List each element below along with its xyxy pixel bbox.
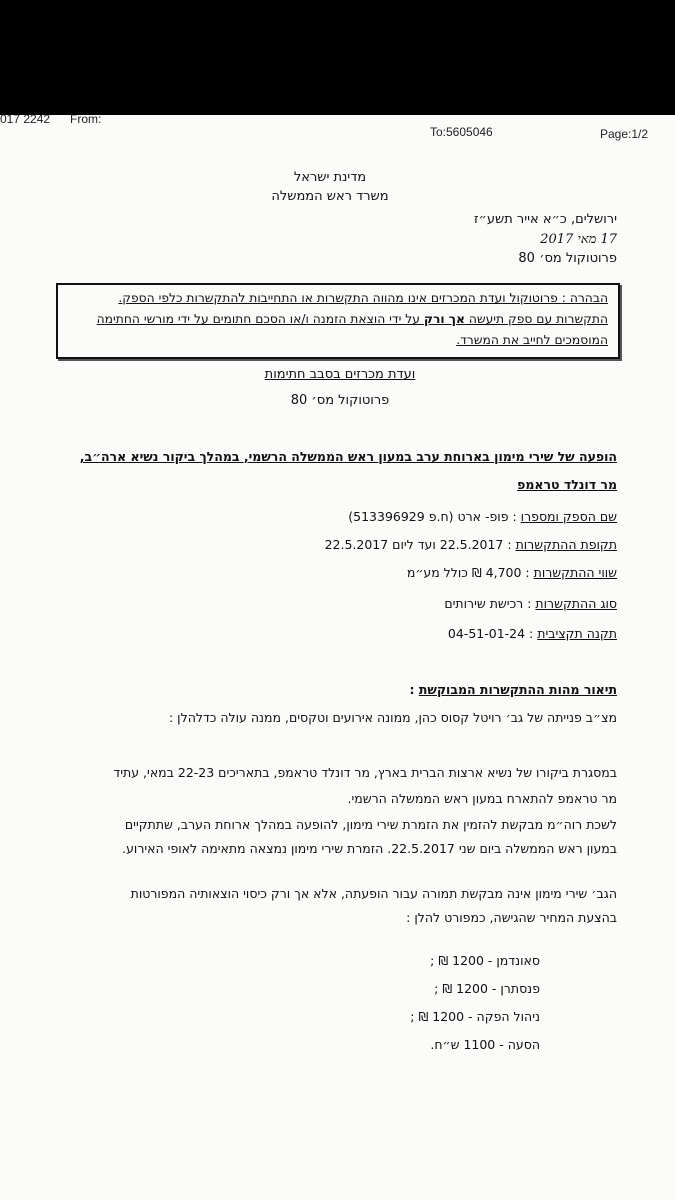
letterhead-office: משרד ראש הממשלה xyxy=(271,189,389,204)
field-period-value: : 22.5.2017 ועד ליום 22.5.2017 xyxy=(324,537,516,552)
disclaimer-line-3 xyxy=(456,333,608,347)
field-supplier-value: : פופ- ארט (ח.פ 513396929) xyxy=(348,509,521,524)
field-budget xyxy=(360,626,617,641)
paragraph-2-line-2: במעון ראש הממשלה ביום שני 22.5.2017. הזמרת שירי מימון נמצאה מתאימה לאופי האירוע. xyxy=(122,841,617,856)
paragraph-3-line-1: הגב׳ שירי מימון אינה מבקשת תמורה עבור הופעתה, אלא אך ורק כיסוי הוצאותיה המפורטות xyxy=(130,886,617,901)
subject-line-2: מר דונלד טראמפ xyxy=(517,477,617,492)
disclaimer-emphasis: אך ורק xyxy=(423,312,465,326)
field-value-label: שווי ההתקשרות xyxy=(533,565,617,580)
protocol-number-top: פרוטוקול מס׳ 80 xyxy=(518,251,617,266)
fax-to-number: To:5605046 xyxy=(430,125,493,139)
hebrew-date: ירושלים, כ״א אייר תשע״ז xyxy=(473,212,617,227)
field-value-value: : 4,700 ₪ כולל מע״מ xyxy=(406,565,534,580)
description-heading-suffix: : xyxy=(409,682,419,697)
committee-protocol: פרוטוקול מס׳ 80 xyxy=(290,393,390,408)
field-budget-value: : 04-51-01-24 xyxy=(447,626,538,641)
disclaimer-text-2b: על ידי הוצאת הזמנה ו/או הסכם חתומים על ידי מורשי החתימה xyxy=(96,312,424,326)
paragraph-1-line-1: במסגרת ביקורו של נשיא ארצות הברית בארץ, מר דונלד טראמפ, בתאריכים 22-23 במאי, עתיד xyxy=(113,765,617,780)
paragraph-1-line-2: מר טראמפ להתארח במעון ראש הממשלה הרשמי. xyxy=(347,791,617,806)
field-period xyxy=(250,537,617,552)
field-supplier xyxy=(250,509,617,524)
field-type-value: : רכישת שירותים xyxy=(444,596,536,611)
cost-item-lighting: פנסתרן - 1200 ₪ ; xyxy=(434,981,540,996)
description-heading-text: תיאור מהות ההתקשרות המבוקשת xyxy=(418,682,617,697)
committee-title: ועדת מכרזים בסבב חתימות xyxy=(264,367,416,382)
field-type xyxy=(320,596,617,611)
field-type-label: סוג ההתקשרות xyxy=(535,596,617,611)
description-heading xyxy=(300,682,617,697)
description-intro: מצ״ב פנייתה של גב׳ רויטל קסוס כהן, ממונה אירועים וטקסים, ממנה עולה כדלהלן : xyxy=(169,710,617,725)
fax-page-indicator: Page:1/2 xyxy=(600,127,649,141)
fax-from-label: From: xyxy=(70,115,102,126)
disclaimer-line-2 xyxy=(97,312,608,326)
disclaimer-label: הבהרה : xyxy=(561,291,608,305)
disclaimer-text-3: המוסמכים לחייב את המשרד. xyxy=(456,333,608,347)
disclaimer-text-1: פרוטוקול ועדת המכרזים אינו מהווה התקשרות או התחייבות להתקשרות כלפי הספק. xyxy=(118,291,562,305)
paragraph-3-line-2: בהצעת המחיר שהגישה, כמפורט להלן : xyxy=(406,910,617,925)
cost-item-sound: סאונדמן - 1200 ₪ ; xyxy=(430,953,540,968)
field-supplier-label: שם הספק ומספרו xyxy=(520,509,617,524)
disclaimer-text-2a: התקשרות עם ספק תיעשה xyxy=(464,312,608,326)
fax-sender-number: 017 2242 xyxy=(0,115,51,126)
subject-line-1: הופעה של שירי מימון בארוחת ערב במעון ראש הממשלה הרשמי, במהלך ביקור נשיא ארה״ב, xyxy=(79,449,617,464)
paragraph-2-line-1: לשכת רוה״מ מבקשת להזמין את הזמרת שירי מימון, להופעה במהלך ארוחת הערב, שתתקיים xyxy=(124,817,617,832)
disclaimer-line-1 xyxy=(118,291,608,305)
field-value xyxy=(280,565,617,580)
disclaimer-box xyxy=(56,283,620,359)
cost-item-transport: הסעה - 1100 ש״ח. xyxy=(430,1037,540,1052)
letterhead-country: מדינת ישראל xyxy=(293,170,367,185)
field-period-label: תקופת ההתקשרות xyxy=(515,537,617,552)
field-budget-label: תקנה תקציבית xyxy=(537,626,617,641)
document-page xyxy=(0,115,675,1200)
cost-item-production: ניהול הפקה - 1200 ₪ ; xyxy=(410,1009,540,1024)
gregorian-date: 17 מאי 2017 xyxy=(540,232,617,247)
